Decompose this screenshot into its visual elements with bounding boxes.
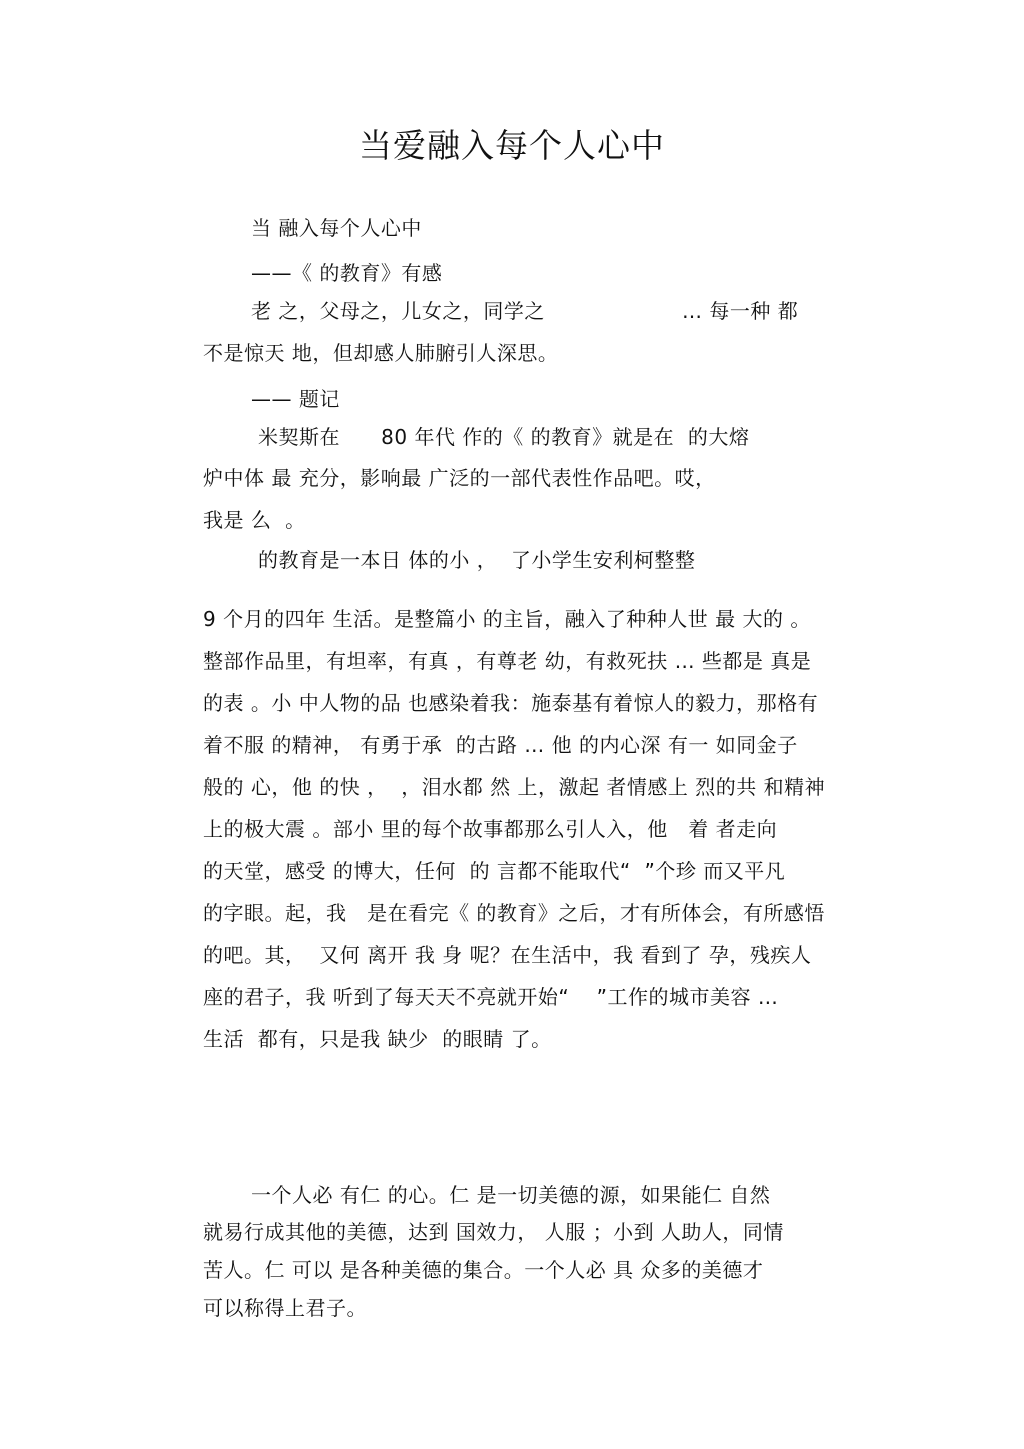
intro-line-2: 炉中体 最 充分，影响最 广泛的一部代表性作品吧。哎， <box>203 466 716 490</box>
epigraph-line-2: 不是惊天 地，但却感人肺腑引人深思。 <box>203 341 559 365</box>
body-line-11: 生活 都有，只是我 缺少 的眼睛 了。 <box>203 1027 552 1051</box>
closing-line-2: 就易行成其他的美德，达到 国效力， 人服 ；小到 人助人，同情 <box>203 1220 784 1244</box>
body-line-6: 上的极大震 。部小 里的每个故事都那么引人入，他 着 者走向 <box>203 817 778 841</box>
closing-line-4: 可以称得上君子。 <box>203 1296 367 1320</box>
epigraph-line-1: 老 之，父母之，儿女之，同学之 … 每一种 都 <box>251 299 799 323</box>
intro-line-1: 米契斯在 80 年代 作的《 的教育》就是在 的大熔 <box>258 425 750 449</box>
epigraph-attribution: —— 题记 <box>251 387 340 411</box>
body-line-10: 座的君子，我 听到了每天天不亮就开始“ ”工作的城市美容 … <box>203 985 779 1009</box>
body-line-8: 的字眼。起，我 是在看完《 的教育》之后，才有所体会，有所感悟 <box>203 901 825 925</box>
body-line-7: 的天堂，感受 的博大，任何 的 言都不能取代“ ”个珍 而又平凡 <box>203 859 786 883</box>
body-line-5: 般的 心，他 的快 ， ，泪水都 然 上，激起 者情感上 烈的共 和精神 <box>203 775 826 799</box>
subtitle-line: 当 融入每个人心中 <box>251 216 422 240</box>
closing-line-3: 苦人。仁 可以 是各种美德的集合。一个人必 具 众多的美德才 <box>203 1258 764 1282</box>
document-title: 当爱融入每个人心中 <box>359 126 665 165</box>
body-line-3: 的表 。小 中人物的品 也感染着我：施泰基有着惊人的毅力，那格有 <box>203 691 819 715</box>
intro-line-3: 我是 么 。 <box>203 508 306 532</box>
closing-line-1: 一个人必 有仁 的心。仁 是一切美德的源，如果能仁 自然 <box>251 1183 771 1207</box>
body-line-4: 着不服 的精神， 有勇于承 的古路 … 他 的内心深 有一 如同金子 <box>203 733 798 757</box>
intro-line-4: 的教育是一本日 体的小 ， 了小学生安利柯整整 <box>258 548 696 572</box>
body-line-1: 9 个月的四年 生活。是整篇小 的主旨，融入了种种人世 最 大的 。 <box>203 607 811 631</box>
body-line-2: 整部作品里，有坦率，有真 ，有尊老 幼，有救死扶 … 些都是 真是 <box>203 649 812 673</box>
body-line-9: 的吧。其， 又何 离开 我 身 呢？在生活中，我 看到了 孕，残疾人 <box>203 943 812 967</box>
subtitle-source-line: ——《 的教育》有感 <box>251 261 443 285</box>
